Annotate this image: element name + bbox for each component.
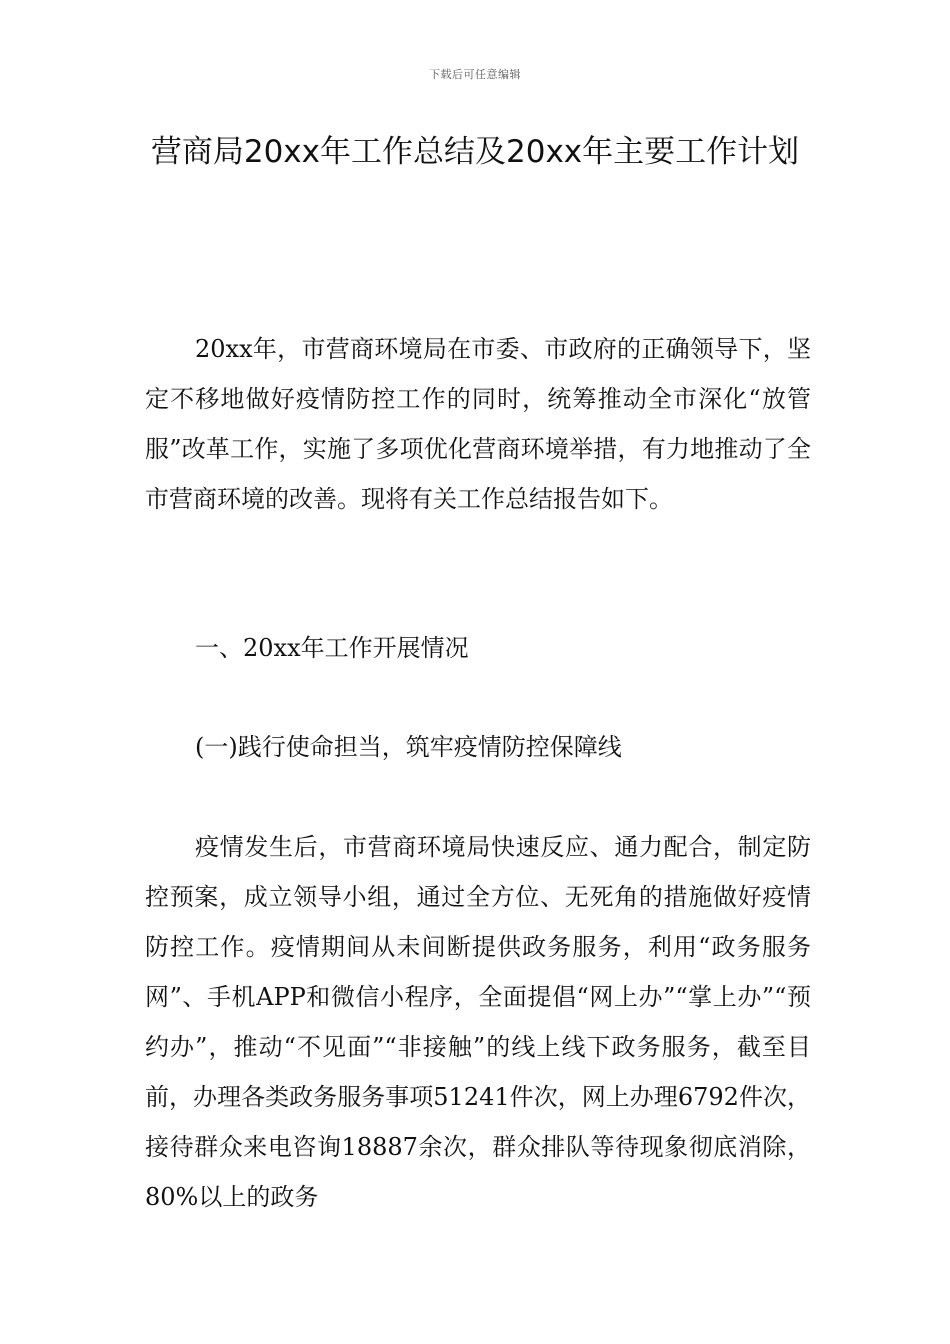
header-note: 下载后可任意编辑 (429, 68, 521, 81)
document-title: 营商局20xx年工作总结及20xx年主要工作计划 (150, 134, 800, 170)
body-paragraph: 疫情发生后，市营商环境局快速反应、通力配合，制定防控预案，成立领导小组，通过全方位、无死角的措施做好疫情防控工作。疫情期间从未间断提供政务服务，利用“政务服务网”、手机APP和微信小程序，全面提倡“网上办”“掌上办”“预约办”，推动“不见面”“非接触”的线上线下政务服务，截至目前，办理各类政务服务事项51241件次，网上办理6792件次，接待群众来电咨询18887余次，群众排队等待现象彻底消除，80%以上的政务 (145, 833, 811, 1211)
section-heading: 一、20xx年工作开展情况 (195, 634, 469, 662)
intro-paragraph: 20xx年，市营商环境局在市委、市政府的正确领导下，坚定不移地做好疫情防控工作的同时，统筹推动全市深化“放管服”改革工作，实施了多项优化营商环境举措，有力地推动了全市营商环境的改善。现将有关工作总结报告如下。 (145, 335, 811, 513)
subsection-heading: (一)践行使命担当，筑牢疫情防控保障线 (195, 733, 622, 761)
